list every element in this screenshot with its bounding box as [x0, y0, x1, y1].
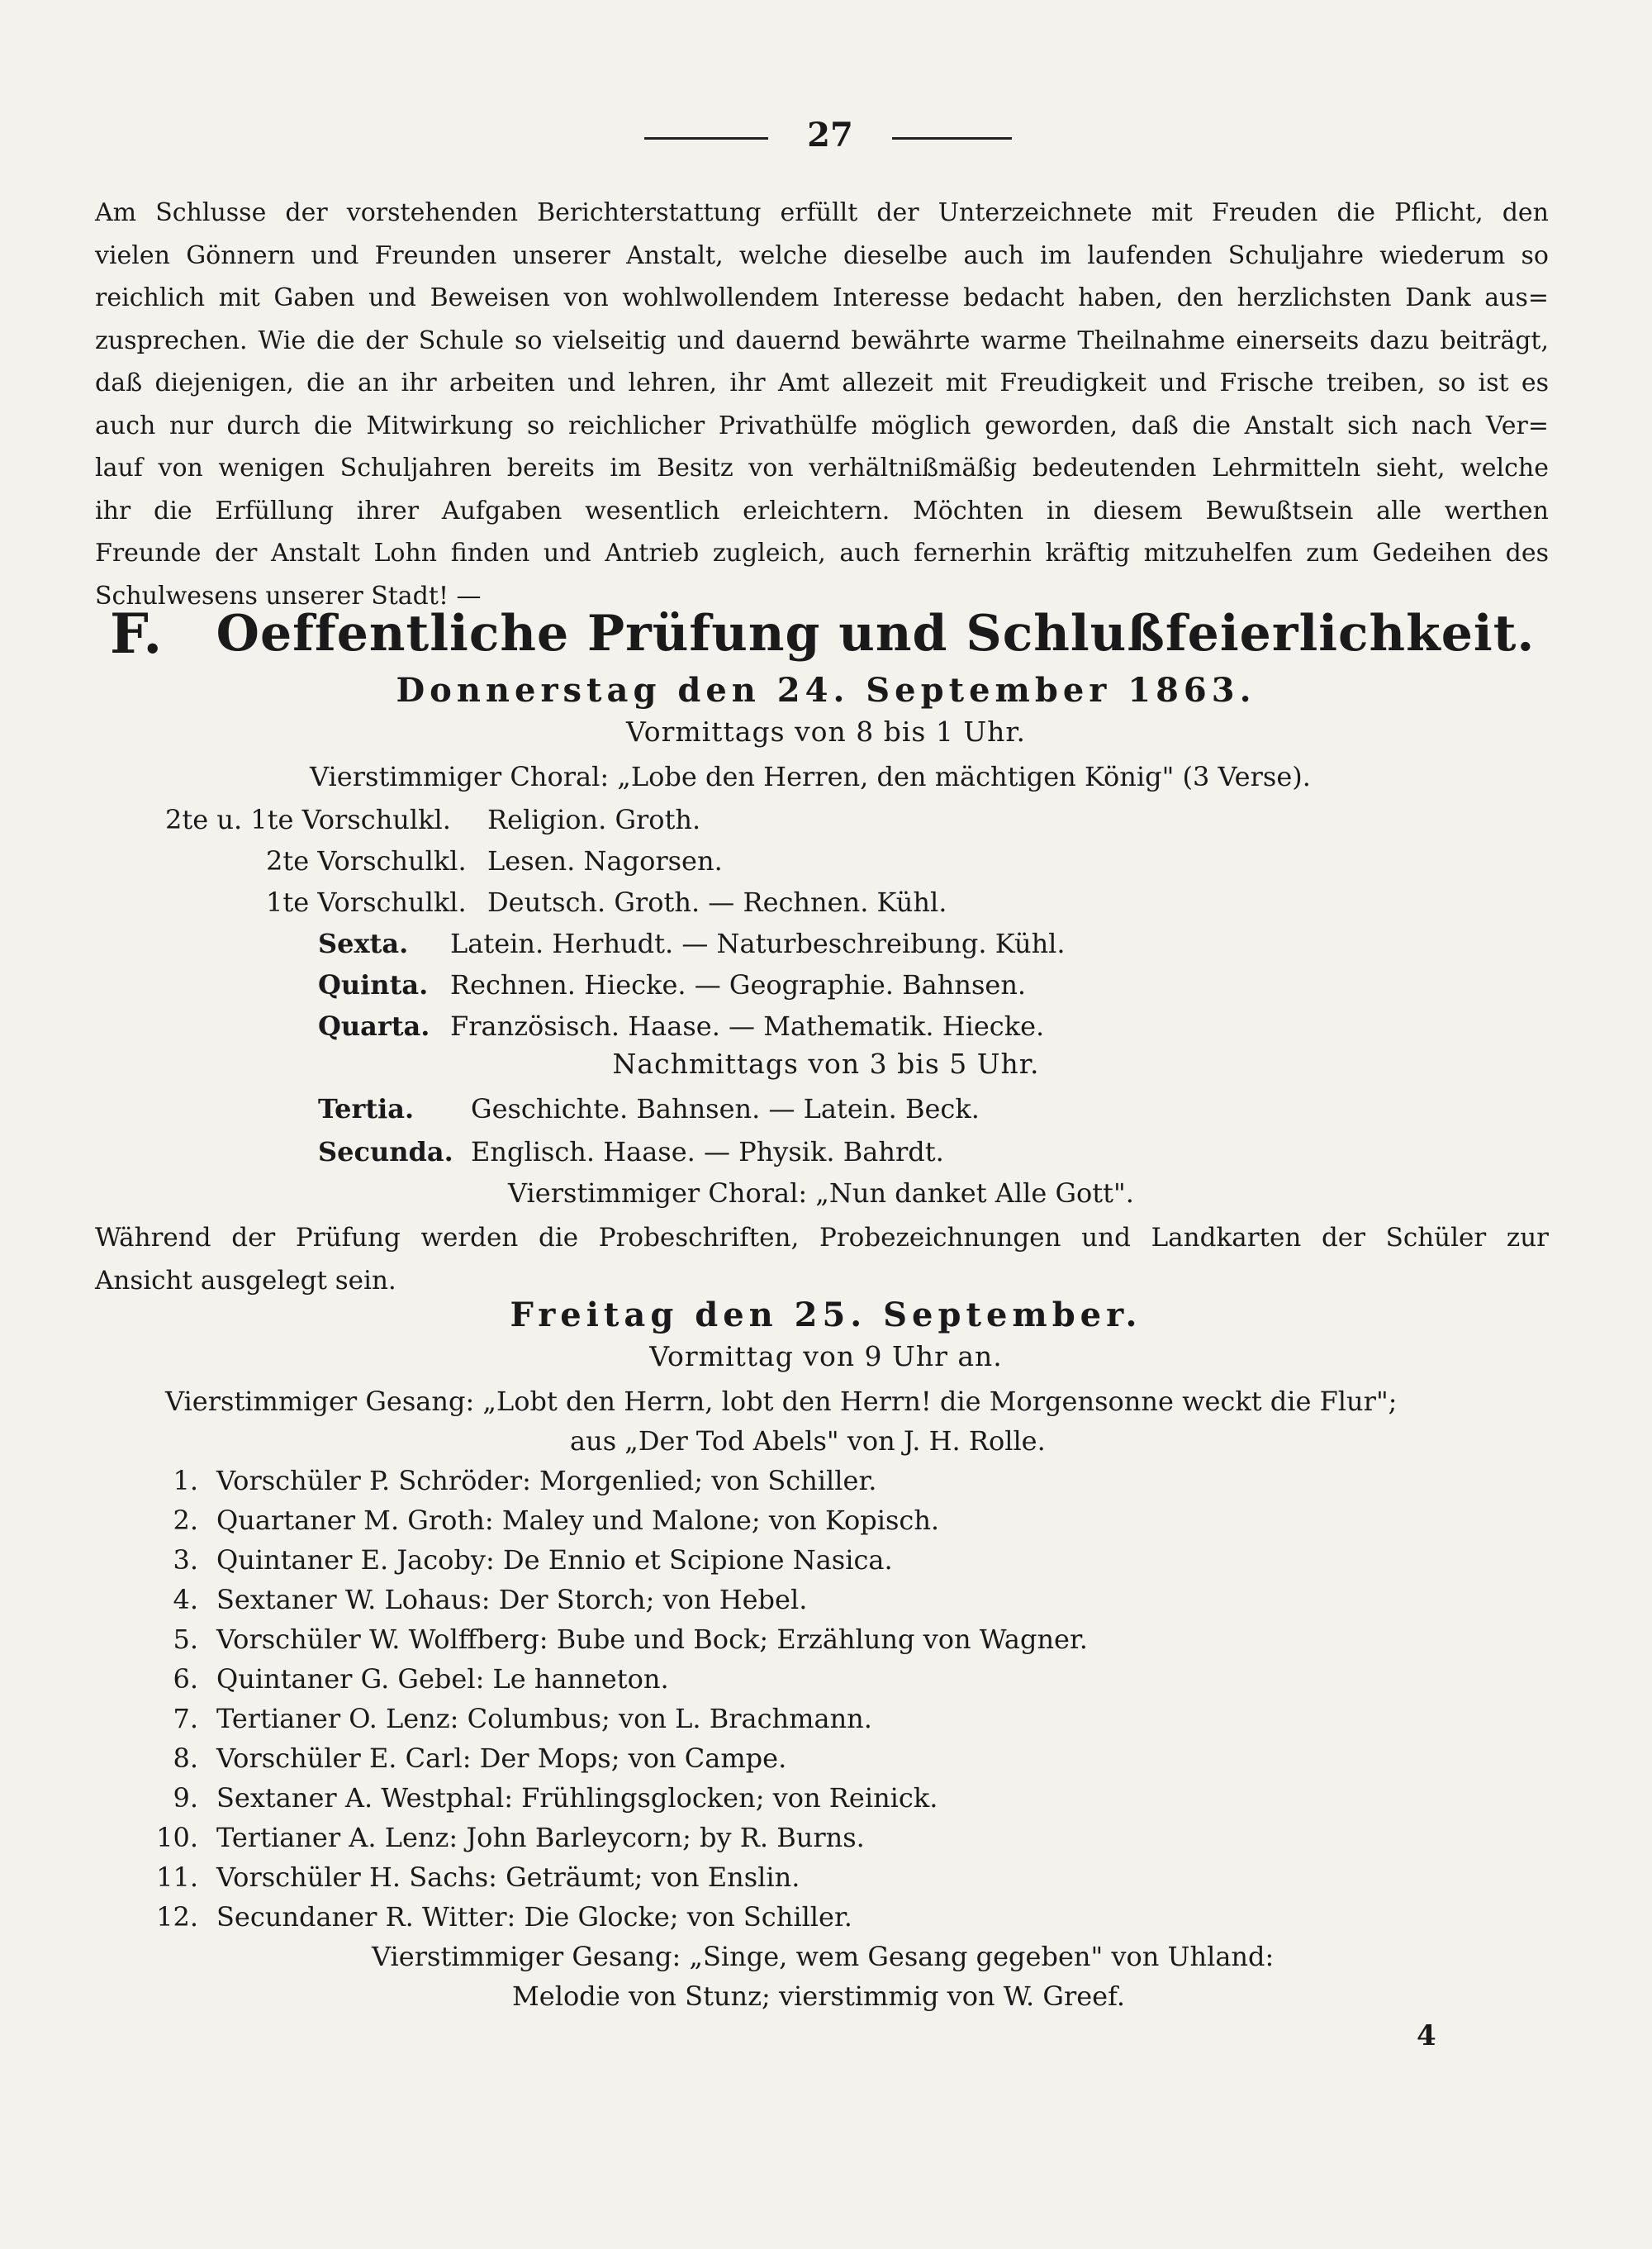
- thursday-date: Donnerstag den 24. September 1863.: [396, 671, 1256, 710]
- thursday-opening-chorale: Vierstimmiger Choral: „Lobe den Herren, den mächtigen König" (3 Verse).: [310, 761, 1311, 792]
- item-text: Quartaner M. Groth: Maley und Malone; von Kopisch.: [216, 1505, 940, 1536]
- signature-mark: 4: [1417, 2019, 1436, 2052]
- item-text: Sextaner W. Lohaus: Der Storch; von Hebel.: [216, 1584, 808, 1615]
- thursday-afternoon-heading: Nachmittags von 3 bis 5 Uhr.: [612, 1048, 1040, 1080]
- schedule-subjects: Geschichte. Bahnsen. — Latein. Beck.: [471, 1093, 980, 1124]
- page-header: [0, 116, 1652, 165]
- intro-line: Schulwesens unserer Stadt! —: [95, 581, 482, 611]
- friday-closing-song-credit: Melodie von Stunz; vierstimmig von W. Greef.: [512, 1980, 1125, 2012]
- section-heading: [95, 597, 1549, 671]
- schedule-subjects: Religion. Groth.: [487, 804, 701, 835]
- schedule-subjects: Lesen. Nagorsen.: [487, 845, 723, 877]
- item-number: 9.: [173, 1782, 198, 1814]
- schedule-class: Quarta.: [318, 1010, 430, 1042]
- item-text: Vorschüler E. Carl: Der Mops; von Campe.: [216, 1743, 787, 1774]
- item-text: Sextaner A. Westphal: Frühlingsglocken; von Reinick.: [216, 1782, 938, 1814]
- note-line: Ansicht ausgelegt sein.: [95, 1266, 396, 1296]
- schedule-class: 2te u. 1te Vorschulkl.: [165, 804, 451, 835]
- schedule-subjects: Rechnen. Hiecke. — Geographie. Bahnsen.: [450, 969, 1027, 1001]
- intro-line: Am Schlusse der vorstehenden Berichterstattung erfüllt der Unterzeichnete mit Freuden die Pflicht, den: [95, 198, 1549, 227]
- intro-line: zusprechen. Wie die der Schule so vielseitig und dauernd bewährte warme Theilnahme einerseits dazu beiträgt,: [95, 326, 1549, 355]
- intro-line: reichlich mit Gaben und Beweisen von wohlwollendem Interesse bedacht haben, den herzlichsten Dank aus=: [95, 283, 1549, 312]
- item-text: Tertianer A. Lenz: John Barleycorn; by R. Burns.: [216, 1822, 865, 1853]
- schedule-class: Tertia.: [318, 1093, 415, 1124]
- item-number: 11.: [156, 1861, 198, 1893]
- section-title: Oeffentliche Prüfung und Schlußfeierlichkeit.: [216, 605, 1536, 663]
- schedule-class: 1te Vorschulkl.: [266, 887, 467, 918]
- item-text: Vorschüler H. Sachs: Geträumt; von Enslin.: [216, 1861, 800, 1893]
- note-line: Während der Prüfung werden die Probeschriften, Probezeichnungen und Landkarten der Schüler zur: [95, 1223, 1549, 1253]
- page-number: 27: [807, 116, 853, 155]
- item-text: Quintaner G. Gebel: Le hanneton.: [216, 1663, 669, 1695]
- item-number: 7.: [173, 1703, 198, 1734]
- exhibit-note: [95, 1216, 1549, 1302]
- schedule-class: Secunda.: [318, 1136, 453, 1167]
- intro-line: Freunde der Anstalt Lohn finden und Antrieb zugleich, auch fernerhin kräftig mitzuhelfen zum Gedeihen des: [95, 539, 1549, 568]
- header-rule-left: [644, 137, 768, 140]
- schedule-subjects: Englisch. Haase. — Physik. Bahrdt.: [471, 1136, 944, 1167]
- intro-line: lauf von wenigen Schuljahren bereits im Besitz von verhältnißmäßig bedeutenden Lehrmitteln sieht, welche: [95, 454, 1549, 483]
- item-number: 5.: [173, 1624, 198, 1655]
- thursday-morning-heading: Vormittags von 8 bis 1 Uhr.: [625, 716, 1027, 748]
- item-number: 6.: [173, 1663, 198, 1695]
- intro-line: auch nur durch die Mitwirkung so reichlicher Privathülfe möglich geworden, daß die Anstalt sich nach Ver=: [95, 411, 1549, 440]
- item-number: 1.: [173, 1465, 198, 1496]
- item-number: 10.: [156, 1822, 198, 1853]
- intro-paragraph: [95, 192, 1549, 617]
- item-text: Quintaner E. Jacoby: De Ennio et Scipione Nasica.: [216, 1544, 893, 1576]
- schedule-subjects: Latein. Herhudt. — Naturbeschreibung. Kühl.: [450, 928, 1066, 959]
- intro-line: vielen Gönnern und Freunden unserer Anstalt, welche dieselbe auch im laufenden Schuljahre wiederum so: [95, 240, 1549, 270]
- schedule-class: 2te Vorschulkl.: [266, 845, 467, 877]
- friday-morning-heading: Vormittag von 9 Uhr an.: [649, 1340, 1003, 1372]
- header-rule-right: [892, 137, 1012, 140]
- item-number: 12.: [156, 1901, 198, 1933]
- thursday-closing-chorale: Vierstimmiger Choral: „Nun danket Alle Gott".: [508, 1177, 1134, 1209]
- item-text: Vorschüler W. Wolffberg: Bube und Bock; Erzählung von Wagner.: [216, 1624, 1088, 1655]
- schedule-subjects: Französisch. Haase. — Mathematik. Hiecke.: [450, 1010, 1045, 1042]
- item-number: 3.: [173, 1544, 198, 1576]
- schedule-subjects: Deutsch. Groth. — Rechnen. Kühl.: [487, 887, 947, 918]
- item-text: Vorschüler P. Schröder: Morgenlied; von Schiller.: [216, 1465, 877, 1496]
- schedule-class: Quinta.: [318, 969, 429, 1001]
- item-text: Tertianer O. Lenz: Columbus; von L. Brachmann.: [216, 1703, 872, 1734]
- item-number: 4.: [173, 1584, 198, 1615]
- friday-closing-song: Vierstimmiger Gesang: „Singe, wem Gesang gegeben" von Uhland:: [372, 1941, 1275, 1972]
- friday-opening-song: Vierstimmiger Gesang: „Lobt den Herrn, lobt den Herrn! die Morgensonne weckt die Flur";: [165, 1386, 1398, 1417]
- item-text: Secundaner R. Witter: Die Glocke; von Schiller.: [216, 1901, 852, 1933]
- schedule-class: Sexta.: [318, 928, 409, 959]
- intro-line: daß diejenigen, die an ihr arbeiten und lehren, ihr Amt allezeit mit Freudigkeit und Frische treiben, so ist es: [95, 368, 1549, 397]
- intro-line: ihr die Erfüllung ihrer Aufgaben wesentlich erleichtern. Möchten in diesem Bewußtsein alle werthen: [95, 496, 1549, 525]
- section-letter: F.: [110, 601, 163, 666]
- friday-opening-song-source: aus „Der Tod Abels" von J. H. Rolle.: [570, 1425, 1046, 1457]
- item-number: 8.: [173, 1743, 198, 1774]
- friday-date: Freitag den 25. September.: [510, 1296, 1142, 1334]
- item-number: 2.: [173, 1505, 198, 1536]
